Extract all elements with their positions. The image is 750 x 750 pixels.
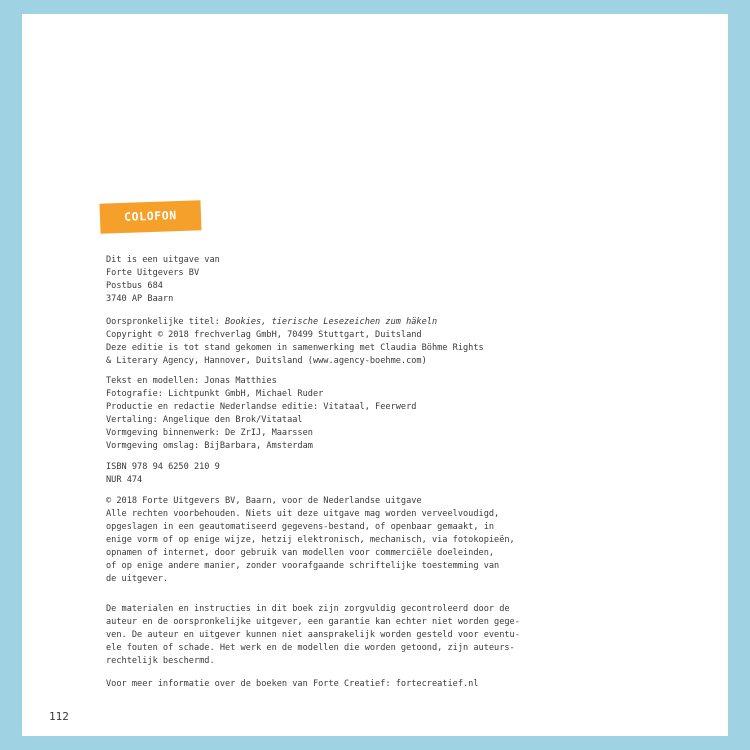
rights-line: de uitgever. (106, 574, 169, 584)
colofon-heading: COLOFON (123, 208, 178, 224)
copyright-line: Deze editie is tot stand gekomen in samenwerking met Claudia Böhme Rights (106, 343, 484, 353)
rights-line: enige vorm of op enige wijze, hetzij elektronisch, mechanisch, via fotokopieën, (106, 535, 515, 545)
disclaimer-line: De materialen en instructies in dit boek zijn zorgvuldig gecontroleerd door de (106, 604, 510, 614)
credit-line: Fotografie: Lichtpunkt GmbH, Michael Ruder (106, 389, 324, 399)
credit-line: Vormgeving binnenwerk: De ZrIJ, Maarssen (106, 428, 313, 438)
rights-line: © 2018 Forte Uitgevers BV, Baarn, voor de Nederlandse uitgave (106, 496, 422, 506)
disclaimer-block (106, 603, 520, 668)
isbn-block (106, 461, 220, 487)
copyright-line: Copyright © 2018 frechverlag GmbH, 70499 Stuttgart, Duitsland (106, 330, 422, 340)
original-title: Bookies, tierische Lesezeichen zum häkeln (225, 317, 438, 327)
publisher-line: Dit is een uitgave van (106, 255, 220, 265)
more-info-block (106, 678, 479, 691)
original-title-line (106, 316, 484, 329)
credit-line: Tekst en modellen: Jonas Matthies (106, 376, 277, 386)
publisher-block (106, 254, 220, 306)
disclaimer-line: ven. De auteur en uitgever kunnen niet aansprakelijk worden gesteld voor eventu- (106, 630, 520, 640)
rights-block (106, 495, 515, 586)
rights-line: Alle rechten voorbehouden. Niets uit deze uitgave mag worden verveelvoudigd, (106, 509, 500, 519)
copyright-block (106, 316, 484, 368)
colofon-heading-tag (100, 200, 202, 234)
original-title-label: Oorspronkelijke titel: (106, 317, 225, 327)
rights-line: opnamen of internet, door gebruik van modellen voor commerciële doeleinden, (106, 548, 495, 558)
disclaimer-line: ele fouten of schade. Het werk en de modellen die worden getoond, zijn auteurs- (106, 643, 515, 653)
publisher-line: Postbus 684 (106, 281, 163, 291)
credits-block (106, 375, 416, 453)
disclaimer-line: auteur en de oorspronkelijke uitgever, een garantie kan echter niet worden gege- (106, 617, 520, 627)
more-info-line: Voor meer informatie over de boeken van Forte Creatief: fortecreatief.nl (106, 679, 479, 689)
rights-line: of op enige andere manier, zonder voorafgaande schriftelijke toestemming van (106, 561, 500, 571)
page-number: 112 (49, 710, 69, 723)
nur-line: NUR 474 (106, 475, 143, 485)
publisher-line: Forte Uitgevers BV (106, 268, 200, 278)
isbn-line: ISBN 978 94 6250 210 9 (106, 462, 220, 472)
disclaimer-line: rechtelijk beschermd. (106, 656, 215, 666)
rights-line: opgeslagen in een geautomatiseerd gegevens-bestand, of openbaar gemaakt, in (106, 522, 495, 532)
credit-line: Vormgeving omslag: BijBarbara, Amsterdam (106, 441, 313, 451)
copyright-line: & Literary Agency, Hannover, Duitsland (www.agency-boehme.com) (106, 356, 427, 366)
credit-line: Productie en redactie Nederlandse editie: Vitataal, Feerwerd (106, 402, 417, 412)
credit-line: Vertaling: Angelique den Brok/Vitataal (106, 415, 303, 425)
publisher-line: 3740 AP Baarn (106, 294, 174, 304)
